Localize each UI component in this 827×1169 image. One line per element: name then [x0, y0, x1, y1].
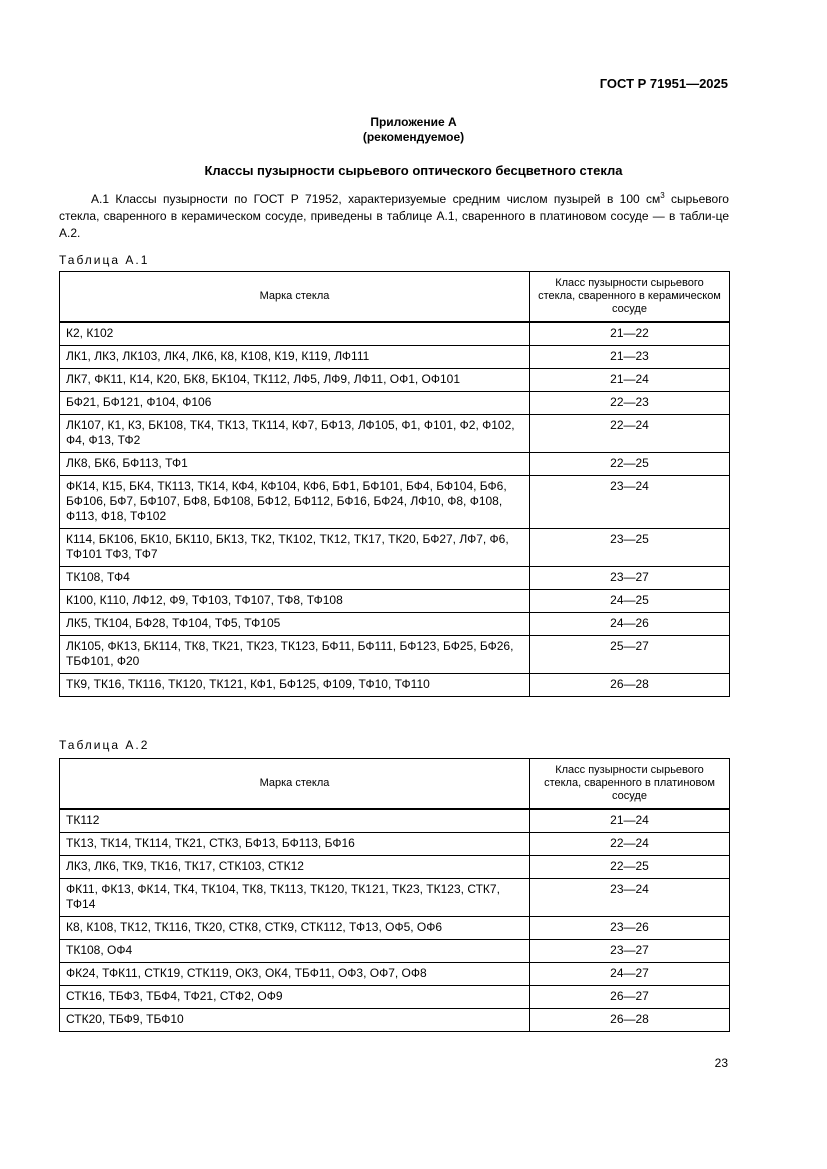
glass-grade-cell: ТК112 [60, 809, 530, 833]
bubble-class-cell: 21—24 [530, 369, 730, 392]
paragraph-superscript: 3 [660, 191, 665, 200]
bubble-class-cell: 22—25 [530, 856, 730, 879]
paragraph-part1: А.1 Классы пузырности по ГОСТ Р 71952, характеризуемые средним числом пузырей в 100 см [91, 192, 661, 206]
table-row [60, 879, 730, 917]
table-row [60, 963, 730, 986]
glass-grade-cell: ЛК1, ЛК3, ЛК103, ЛК4, ЛК6, К8, К108, К19, К119, ЛФ111 [60, 346, 530, 369]
paragraph-part2: сырьевого стекла, сваренного в керамическом сосуде, приведены в таблице А.1, сваренного в платиновом сосуде — в табли-це А.2. [59, 192, 729, 240]
table-a1 [59, 271, 730, 697]
table-row [60, 476, 730, 529]
table-row [60, 392, 730, 415]
table1-header-row [60, 272, 730, 323]
bubble-class-cell: 22—24 [530, 415, 730, 453]
glass-grade-cell: ТК108, ТФ4 [60, 567, 530, 590]
table-row [60, 940, 730, 963]
glass-grade-cell: СТК20, ТБФ9, ТБФ10 [60, 1009, 530, 1032]
table-row [60, 613, 730, 636]
glass-grade-cell: К100, К110, ЛФ12, Ф9, ТФ103, ТФ107, ТФ8, ТФ108 [60, 590, 530, 613]
glass-grade-cell: К2, К102 [60, 322, 530, 346]
glass-grade-cell: ЛК7, ФК11, К14, К20, БК8, БК104, ТК112, ЛФ5, ЛФ9, ЛФ11, ОФ1, ОФ101 [60, 369, 530, 392]
glass-grade-cell: ЛК107, К1, К3, БК108, ТК4, ТК13, ТК114, КФ7, БФ13, ЛФ105, Ф1, Ф101, Ф2, Ф102, Ф4, Ф13, ТФ2 [60, 415, 530, 453]
bubble-class-cell: 24—25 [530, 590, 730, 613]
bubble-class-cell: 26—27 [530, 986, 730, 1009]
table-row [60, 415, 730, 453]
bubble-class-cell: 23—26 [530, 917, 730, 940]
bubble-class-cell: 23—27 [530, 567, 730, 590]
table-row [60, 453, 730, 476]
glass-grade-cell: СТК16, ТБФ3, ТБФ4, ТФ21, СТФ2, ОФ9 [60, 986, 530, 1009]
table1-caption: Таблица А.1 [59, 253, 150, 267]
table2-col1-header: Марка стекла [60, 759, 530, 810]
standard-header: ГОСТ Р 71951—2025 [599, 76, 728, 91]
bubble-class-cell: 23—24 [530, 476, 730, 529]
table2-col2-header: Класс пузырности сырьевого стекла, сваренного в платиновом сосуде [530, 759, 730, 810]
table-row [60, 917, 730, 940]
table-row [60, 346, 730, 369]
glass-grade-cell: ЛК8, БК6, БФ113, ТФ1 [60, 453, 530, 476]
table-row [60, 322, 730, 346]
glass-grade-cell: ТК13, ТК14, ТК114, ТК21, СТК3, БФ13, БФ113, БФ16 [60, 833, 530, 856]
table-row [60, 856, 730, 879]
glass-grade-cell: ФК24, ТФК11, СТК19, СТК119, ОК3, ОК4, ТБФ11, ОФ3, ОФ7, ОФ8 [60, 963, 530, 986]
bubble-class-cell: 21—22 [530, 322, 730, 346]
table1-body [60, 322, 730, 697]
bubble-class-cell: 21—23 [530, 346, 730, 369]
glass-grade-cell: ТК108, ОФ4 [60, 940, 530, 963]
glass-grade-cell: ЛК3, ЛК6, ТК9, ТК16, ТК17, СТК103, СТК12 [60, 856, 530, 879]
glass-grade-cell: ФК14, К15, БК4, ТК113, ТК14, КФ4, КФ104, КФ6, БФ1, БФ101, БФ4, БФ104, БФ6, БФ106, БФ7, БФ107, БФ8, БФ108, БФ12, БФ112, БФ16, БФ24, ЛФ10, Ф8, Ф108, Ф113, Ф18, ТФ102 [60, 476, 530, 529]
glass-grade-cell: БФ21, БФ121, Ф104, Ф106 [60, 392, 530, 415]
annex-title: Приложение А [370, 115, 457, 129]
bubble-class-cell: 26—28 [530, 674, 730, 697]
glass-grade-cell: К114, БК106, БК10, БК110, БК13, ТК2, ТК102, ТК12, ТК17, ТК20, БФ27, ЛФ7, Ф6, ТФ101 ТФ3, ТФ7 [60, 529, 530, 567]
table1-col2-header: Класс пузырности сырьевого стекла, сваренного в керамическом сосуде [530, 272, 730, 323]
bubble-class-cell: 23—25 [530, 529, 730, 567]
bubble-class-cell: 22—25 [530, 453, 730, 476]
table2-header-row [60, 759, 730, 810]
table-row [60, 674, 730, 697]
glass-grade-cell: К8, К108, ТК12, ТК116, ТК20, СТК8, СТК9, СТК112, ТФ13, ОФ5, ОФ6 [60, 917, 530, 940]
bubble-class-cell: 25—27 [530, 636, 730, 674]
glass-grade-cell: ЛК105, ФК13, БК114, ТК8, ТК21, ТК23, ТК123, БФ11, БФ111, БФ123, БФ25, БФ26, ТБФ101, Ф20 [60, 636, 530, 674]
page-number: 23 [714, 1056, 728, 1070]
table1-col1-header: Марка стекла [60, 272, 530, 323]
bubble-class-cell: 24—27 [530, 963, 730, 986]
table-row [60, 1009, 730, 1032]
intro-paragraph [59, 191, 729, 242]
document-title: Классы пузырности сырьевого оптического бесцветного стекла [204, 163, 623, 178]
table-row [60, 833, 730, 856]
bubble-class-cell: 22—24 [530, 833, 730, 856]
table-row [60, 986, 730, 1009]
glass-grade-cell: ЛК5, ТК104, БФ28, ТФ104, ТФ5, ТФ105 [60, 613, 530, 636]
bubble-class-cell: 21—24 [530, 809, 730, 833]
table-row [60, 590, 730, 613]
bubble-class-cell: 24—26 [530, 613, 730, 636]
bubble-class-cell: 23—27 [530, 940, 730, 963]
table2-body [60, 809, 730, 1032]
table-row [60, 369, 730, 392]
bubble-class-cell: 26—28 [530, 1009, 730, 1032]
annex-status: (рекомендуемое) [362, 130, 465, 144]
table2-caption: Таблица А.2 [59, 738, 150, 752]
annex-heading [0, 115, 827, 145]
table-row [60, 809, 730, 833]
glass-grade-cell: ФК11, ФК13, ФК14, ТК4, ТК104, ТК8, ТК113, ТК120, ТК121, ТК23, ТК123, СТК7, ТФ14 [60, 879, 530, 917]
table-row [60, 636, 730, 674]
bubble-class-cell: 22—23 [530, 392, 730, 415]
bubble-class-cell: 23—24 [530, 879, 730, 917]
glass-grade-cell: ТК9, ТК16, ТК116, ТК120, ТК121, КФ1, БФ125, Ф109, ТФ10, ТФ110 [60, 674, 530, 697]
table-row [60, 529, 730, 567]
table-a2 [59, 758, 730, 1032]
table-row [60, 567, 730, 590]
